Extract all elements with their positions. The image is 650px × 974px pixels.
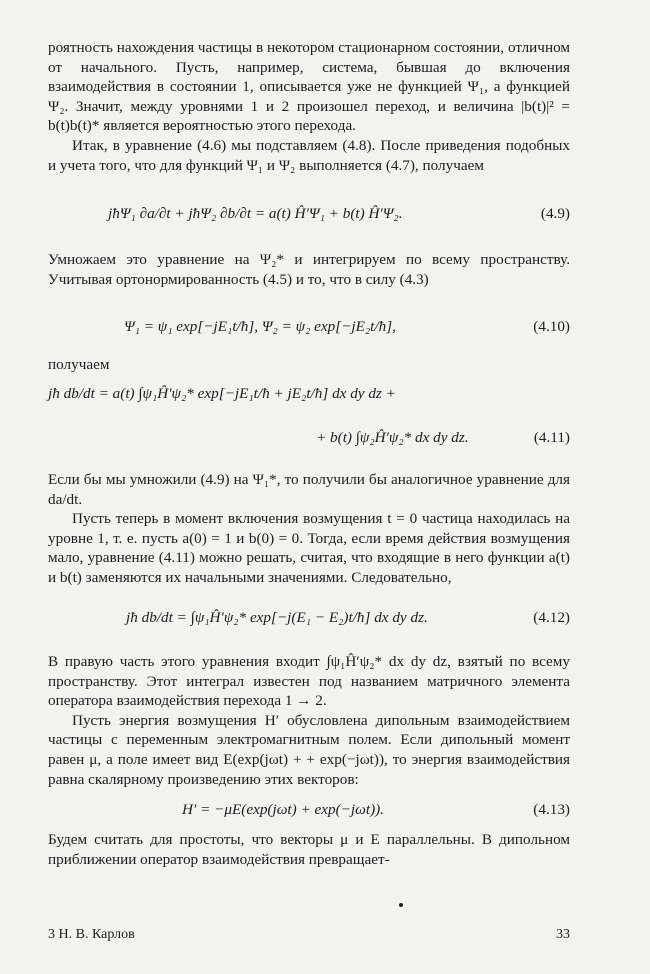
text-block-2 xyxy=(48,250,570,289)
equation-4-10-formula: Ψ₁ = ψ₁ exp[−jE₁t/ħ], Ψ₂ = ψ₂ exp[−jE₂t/ħ], xyxy=(124,318,396,335)
text-block-5 xyxy=(48,652,570,789)
ink-dot xyxy=(399,903,403,907)
equation-4-13 xyxy=(48,800,570,822)
paragraph-2: Итак, в уравнение (4.6) мы подставляем (4.8). После приведения подобных и учета того, что для функций Ψ₁ и Ψ₂ выполняется (4.7), получаем xyxy=(48,136,570,174)
paragraph-7: В правую часть этого уравнения входит ∫ψ₁Ĥ′ψ₂* dx dy dz, взятый по всему пространству. Этот интеграл известен под названием матричного элемента оператора взаимодействия перехода 1 → 2. xyxy=(48,653,570,710)
equation-4-12-number: (4.12) xyxy=(533,609,570,626)
equation-4-12-formula: jħ db/dt = ∫ψ₁Ĥ′ψ₂* exp[−j(E₁ − E₂)t/ħ] dx dy dz. xyxy=(126,609,428,626)
page-number: 33 xyxy=(556,927,570,942)
text-block-6 xyxy=(48,830,570,869)
equation-4-12 xyxy=(48,608,570,630)
paragraph-9: Будем считать для простоты, что векторы μ и E параллельны. В дипольном приближении оператор взаимодействия превращает- xyxy=(48,831,570,868)
paragraph-6: Пусть теперь в момент включения возмущения t = 0 частица находилась на уровне 1, т. е. пусть a(0) = 1 и b(0) = 0. Тогда, если время действия возмущения мало, уравнение (4.11) можно решать, считая, что входящие в него функции a(t) и b(t) заменяются их начальными значениями. Следовательно, xyxy=(48,510,570,586)
equation-4-9 xyxy=(48,204,570,226)
signature-mark: 3 Н. В. Карлов xyxy=(48,927,135,942)
paragraph-4: получаем xyxy=(48,356,110,373)
equation-4-11-line-2 xyxy=(48,428,570,450)
equation-4-11-number: (4.11) xyxy=(533,429,570,446)
paragraph-3: Умножаем это уравнение на Ψ₂* и интегрируем по всему пространству. Учитывая ортонормированность (4.5) и то, что в силу (4.3) xyxy=(48,251,570,288)
paragraph-8: Пусть энергия возмущения H′ обусловлена дипольным взаимодействием частицы с переменным электромагнитным полем. Если дипольный момент равен μ, а поле имеет вид E(exp(jωt) + + exp(−jωt)), то энергия взаимодействия равна скалярному произведению этих векторов: xyxy=(48,711,570,788)
paragraph-1: роятность нахождения частицы в некотором стационарном состоянии, отличном от начального. Пусть, например, система, бывшая до включения взаимодействия в состоянии 1, описывается уже не функцией Ψ₁, а функцией Ψ₂. Значит, между уровнями 1 и 2 произошел переход, и величина |b(t)|² = b(t)b(t)* является вероятностью этого перехода. xyxy=(48,39,570,135)
equation-4-13-formula: H′ = −μE(exp(jωt) + exp(−jωt)). xyxy=(182,801,384,818)
equation-4-9-number: (4.9) xyxy=(540,205,570,222)
equation-4-10 xyxy=(48,317,570,339)
equation-4-11-formula-a: jħ db/dt = a(t) ∫ψ₁Ĥ′ψ₂* exp[−jE₁t/ħ + jE₂t/ħ] dx dy dz + xyxy=(48,385,396,402)
paragraph-5: Если бы мы умножили (4.9) на Ψ₁*, то получили бы аналогичное уравнение для da/dt. xyxy=(48,471,570,508)
equation-4-11-formula-b: + b(t) ∫ψ₂Ĥ′ψ₂* dx dy dz. xyxy=(316,429,469,446)
equation-4-11-line-1 xyxy=(48,384,570,406)
text-block-3 xyxy=(48,355,570,375)
equation-4-9-formula: jħΨ₁ ∂a/∂t + jħΨ₂ ∂b/∂t = a(t) Ĥ′Ψ₁ + b(t) Ĥ′Ψ₂. xyxy=(108,205,403,222)
equation-4-10-number: (4.10) xyxy=(533,318,570,335)
text-block-4 xyxy=(48,470,570,588)
equation-4-13-number: (4.13) xyxy=(533,801,570,818)
text-block-top xyxy=(48,38,570,175)
